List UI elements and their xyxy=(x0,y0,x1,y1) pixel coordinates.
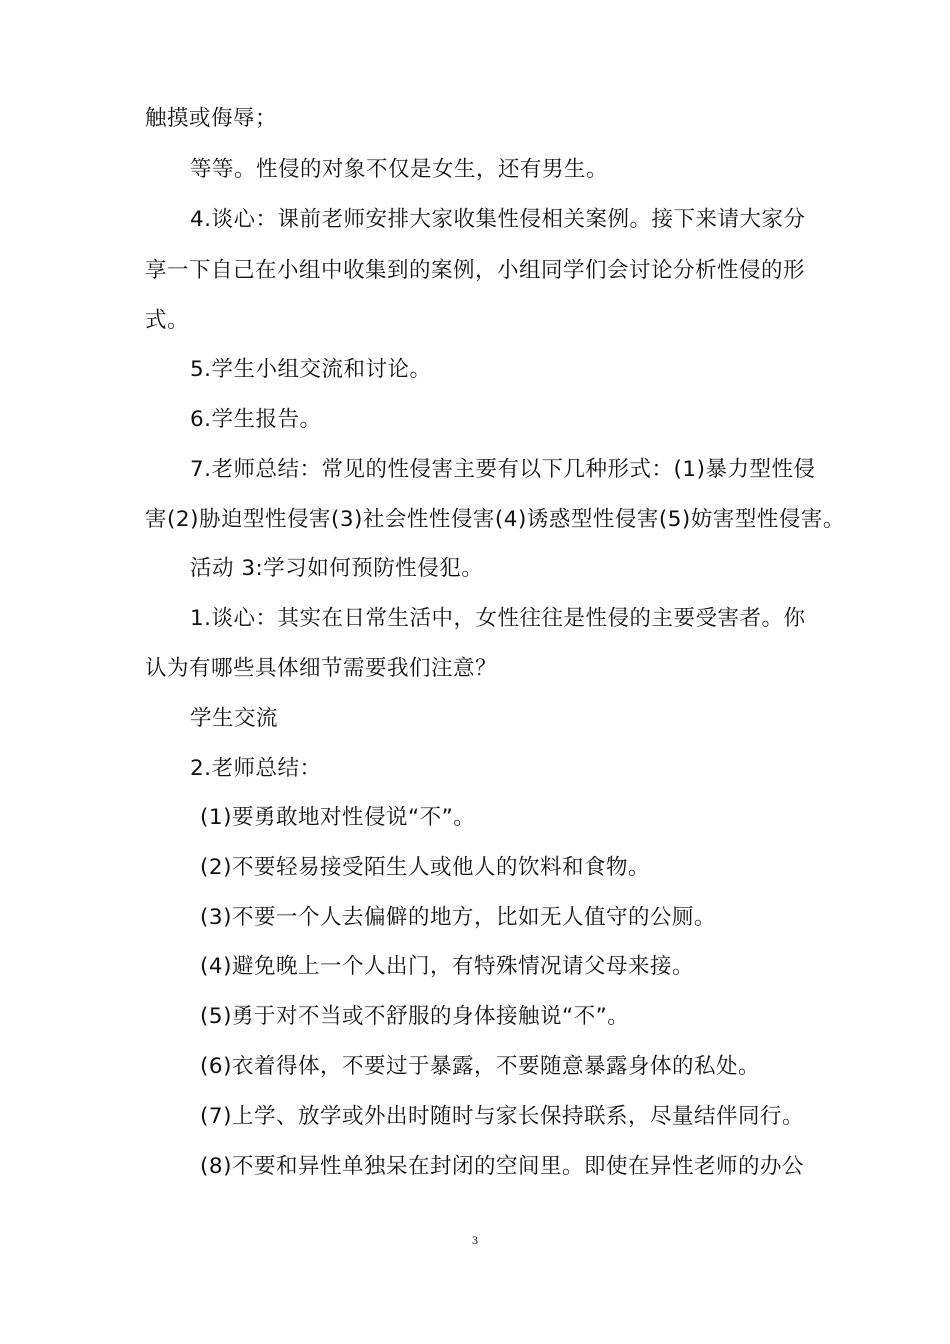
text-line: 活动 3:学习如何预防性侵犯。 xyxy=(190,556,484,581)
text-line: 式。 xyxy=(145,308,190,333)
text-line: 5.学生小组交流和讨论。 xyxy=(190,357,432,382)
text-line: 学生交流 xyxy=(190,706,279,731)
text-line: (3)不要一个人去偏僻的地方，比如无人值守的公厕。 xyxy=(200,905,716,930)
text-line: 1.谈心：其实在日常生活中，女性往往是性侵的主要受害者。你 xyxy=(190,606,806,631)
text-line: (4)避免晚上一个人出门，有特殊情况请父母来接。 xyxy=(200,954,694,979)
text-line: 触摸或侮辱； xyxy=(145,106,278,131)
text-line: 7.老师总结：常见的性侵害主要有以下几种形式：(1)暴力型性侵 xyxy=(190,457,816,482)
text-line: 2.老师总结： xyxy=(190,756,322,781)
text-line: (7)上学、放学或外出时随时与家长保持联系，尽量结伴同行。 xyxy=(200,1104,804,1129)
text-line: 等等。性侵的对象不仅是女生，还有男生。 xyxy=(190,157,609,182)
text-line: 6.学生报告。 xyxy=(190,407,322,432)
text-line: (6)衣着得体，不要过于暴露，不要随意暴露身体的私处。 xyxy=(200,1054,760,1079)
text-line: 认为有哪些具体细节需要我们注意？ xyxy=(145,656,498,681)
text-line: (8)不要和异性单独呆在封闭的空间里。即使在异性老师的办公 xyxy=(200,1154,804,1179)
text-line: (5)勇于对不当或不舒服的身体接触说“不”。 xyxy=(200,1004,630,1029)
text-line: (2)不要轻易接受陌生人或他人的饮料和食物。 xyxy=(200,855,650,880)
text-line: 享一下自己在小组中收集到的案例，小组同学们会讨论分析性侵的形 xyxy=(145,258,806,283)
text-line: 4.谈心：课前老师安排大家收集性侵相关案例。接下来请大家分 xyxy=(190,207,806,232)
text-line: (1)要勇敢地对性侵说“不”。 xyxy=(200,805,476,830)
page-number: 3 xyxy=(472,1233,478,1247)
text-line: 害(2)胁迫型性侵害(3)社会性性侵害(4)诱惑型性侵害(5)妨害型性侵害。 xyxy=(145,507,845,532)
